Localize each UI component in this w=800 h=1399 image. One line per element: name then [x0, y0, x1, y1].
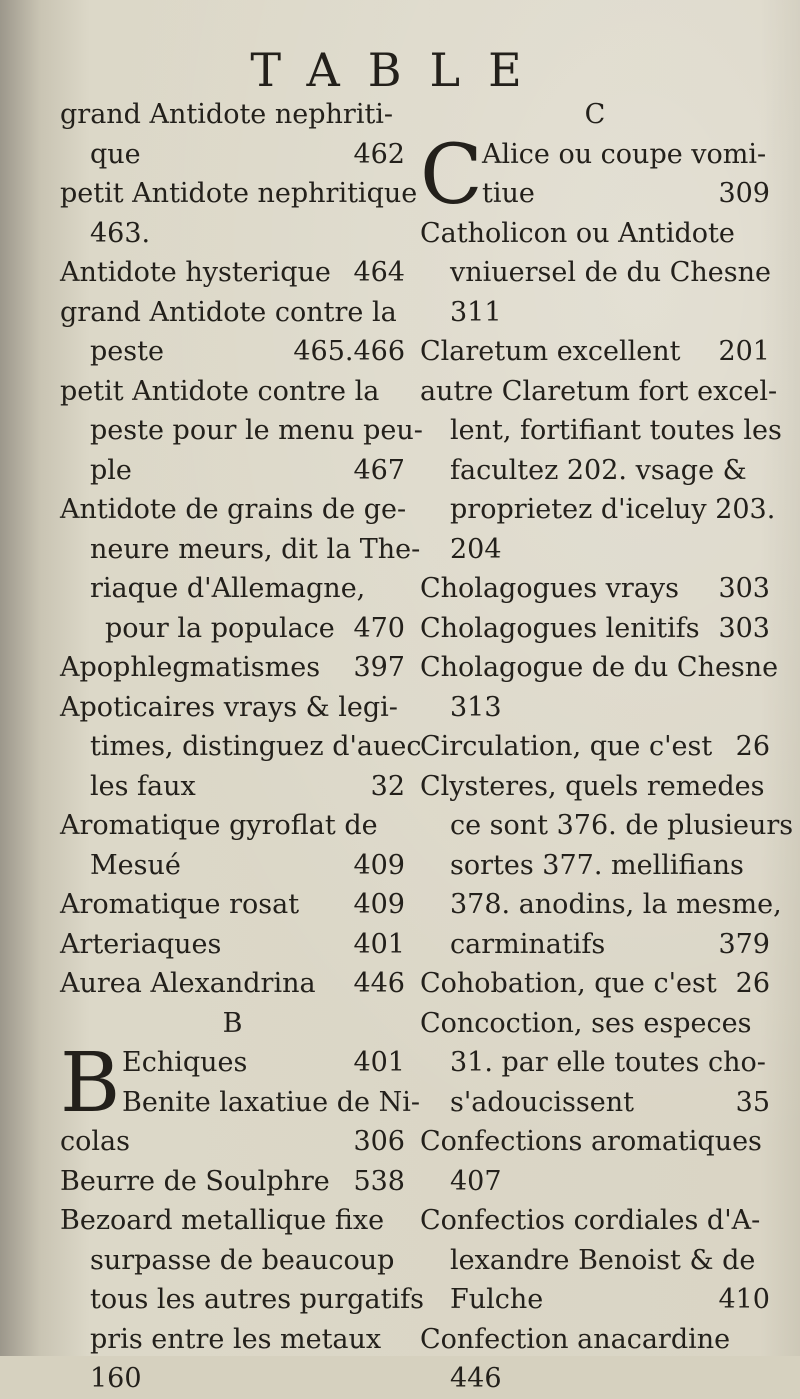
entry-text: Beurre de Soulphre [60, 1165, 330, 1197]
index-entry [60, 1162, 405, 1202]
index-column-left [60, 95, 424, 1399]
index-entry [420, 1083, 770, 1123]
page-number: 409 [353, 889, 405, 920]
index-entry [60, 332, 405, 372]
index-entry [420, 806, 794, 846]
entry-text: Concoction, ses especes [420, 1007, 752, 1039]
index-entry [420, 964, 770, 1004]
index-entry [60, 964, 405, 1004]
index-entry [420, 1320, 770, 1360]
index-entry [420, 293, 770, 333]
entry-text: Cohobation, que c'est [420, 968, 717, 999]
entry-text: Confection anacardine [420, 1323, 731, 1355]
entry-text: tous les autres purgatifs [90, 1284, 424, 1315]
entry-text: carminatifs [450, 928, 606, 960]
index-entry [420, 1122, 770, 1162]
entry-text: Apoticaires vrays & legi- [60, 691, 398, 723]
page-number: 464 [353, 257, 405, 288]
entry-text: 160 [90, 1363, 142, 1394]
entry-text: Circulation, que c'est [420, 731, 713, 762]
page-number: 397 [353, 652, 405, 683]
index-entry [420, 1241, 770, 1281]
entry-text: times, distinguez d'auec [90, 731, 422, 762]
entry-text: Aromatique rosat [60, 889, 300, 920]
page-number: 410 [718, 1284, 770, 1315]
entry-text: colas [60, 1126, 130, 1157]
entry-text: 204 [450, 533, 502, 565]
page-number: 538 [353, 1165, 405, 1197]
index-entry [60, 530, 421, 570]
index-entry [420, 214, 770, 254]
index-entry [60, 885, 405, 925]
entry-text: petit Antidote nephritique [60, 178, 418, 209]
index-entry [60, 411, 423, 451]
index-entry [60, 1320, 405, 1360]
entry-text: Claretum excellent [420, 336, 681, 367]
index-entry [420, 253, 770, 293]
index-entry [420, 925, 770, 965]
entry-text: les faux [90, 770, 196, 802]
entry-text: Benite laxatiue de Ni- [122, 1086, 420, 1118]
page-number: 26 [735, 731, 770, 762]
index-entry [60, 490, 405, 530]
index-entry [60, 1359, 405, 1399]
entry-text: tiue [482, 178, 535, 209]
page-number: 470 [353, 612, 405, 644]
index-entry [420, 1004, 770, 1044]
page-number: 35 [735, 1086, 770, 1118]
entry-text: Confections aromatiques [420, 1126, 762, 1157]
index-entry [420, 1280, 770, 1320]
entry-text: Aromatique gyroflat de [60, 810, 378, 841]
page-number: 303 [718, 612, 770, 644]
page-number: 26 [735, 968, 770, 999]
index-entry [420, 1359, 770, 1399]
index-entry [60, 135, 405, 175]
entry-text: petit Antidote contre la [60, 375, 380, 407]
entry-text: facultez 202. vsage & [450, 454, 747, 486]
drop-capital: C [420, 127, 483, 223]
index-entry [420, 846, 770, 886]
entry-text: 463. [90, 217, 151, 249]
index-entry [60, 1241, 405, 1281]
index-entry [60, 688, 405, 728]
page-number: 379 [718, 928, 770, 960]
index-entry [420, 1162, 770, 1202]
index-entry [60, 293, 405, 333]
index-entry [60, 1201, 405, 1241]
page-number: 465.466 [293, 336, 405, 367]
index-entry [420, 372, 778, 412]
index-column-right [420, 95, 794, 1399]
index-entry [420, 451, 770, 491]
index-entry [420, 767, 770, 807]
index-entry [60, 1280, 424, 1320]
entry-text: Cholagogues lenitifs [420, 612, 700, 644]
index-entry [60, 372, 405, 412]
entry-text: Bezoard metallique fixe [60, 1205, 385, 1236]
page-number: 462 [353, 138, 405, 170]
entry-text: 311 [450, 296, 502, 328]
entry-text: Echiques [122, 1047, 248, 1078]
drop-capital: B [60, 1036, 121, 1131]
page-number: 467 [353, 454, 405, 486]
index-entry [420, 1043, 770, 1083]
entry-text: pour la populace [105, 612, 335, 644]
page-number: 303 [718, 573, 770, 604]
page-number: 32 [370, 770, 405, 802]
index-entry [60, 767, 405, 807]
entry-text: lexandre Benoist & de [450, 1244, 756, 1276]
entry-text: 407 [450, 1165, 502, 1197]
index-entry [60, 174, 418, 214]
entry-text: Apophlegmatismes [60, 652, 321, 683]
entry-text: surpasse de beaucoup [90, 1244, 395, 1276]
entry-text: grand Antidote contre la [60, 296, 397, 328]
index-entry [60, 95, 405, 135]
running-head: TABLE [250, 43, 550, 97]
entry-text: vniuersel de du Chesne [450, 257, 771, 288]
entry-text: neure meurs, dit la The- [90, 533, 421, 565]
entry-text: sortes 377. mellifians [450, 849, 744, 881]
entry-text: 446 [450, 1363, 502, 1394]
entry-text: grand Antidote nephriti- [60, 99, 394, 130]
entry-text: 378. anodins, la mesme, [450, 889, 782, 920]
entry-text: ple [90, 454, 132, 486]
index-entry [60, 727, 422, 767]
index-entry [60, 648, 405, 688]
index-entry [60, 1083, 420, 1123]
entry-text: riaque d'Allemagne, [90, 573, 366, 604]
index-entry [60, 569, 405, 609]
index-entry [60, 846, 405, 886]
entry-text: Antidote de grains de ge- [60, 494, 407, 525]
page-number: 306 [353, 1126, 405, 1157]
entry-text: Aurea Alexandrina [60, 968, 316, 999]
entry-text: lent, fortifiant toutes les [450, 415, 782, 446]
page-number: 446 [353, 968, 405, 999]
index-entry [420, 411, 782, 451]
entry-text: Catholicon ou Antidote [420, 217, 735, 249]
index-entry [60, 451, 405, 491]
entry-text: 313 [450, 691, 502, 723]
page-number: 401 [353, 1047, 405, 1078]
entry-text: ce sont 376. de plusieurs [450, 810, 794, 841]
entry-text: Alice ou coupe vomi- [482, 138, 767, 170]
entry-text: proprietez d'iceluy 203. [450, 494, 776, 525]
index-entry [420, 530, 770, 570]
entry-text: B [222, 1007, 243, 1039]
index-entry [420, 609, 770, 649]
index-entry [420, 569, 770, 609]
entry-text: C [584, 99, 606, 130]
index-entry [60, 1122, 405, 1162]
index-entry [420, 885, 782, 925]
index-entry [420, 332, 770, 372]
entry-text: peste pour le menu peu- [90, 415, 423, 446]
index-entry [60, 214, 405, 254]
entry-text: Mesué [90, 849, 181, 881]
entry-text: que [90, 138, 141, 170]
index-entry [420, 648, 779, 688]
page-number: 401 [353, 928, 405, 960]
page-number: 409 [353, 849, 405, 881]
index-entry [60, 806, 405, 846]
entry-text: Cholagogue de du Chesne [420, 652, 779, 683]
entry-text: Cholagogues vrays [420, 573, 680, 604]
page-number: 201 [718, 336, 770, 367]
index-entry [420, 174, 770, 214]
index-entry [420, 490, 776, 530]
page-number: 309 [718, 178, 770, 209]
index-entry [60, 253, 405, 293]
index-entry [420, 1201, 770, 1241]
index-entry [60, 925, 405, 965]
index-entry [60, 609, 405, 649]
entry-text: pris entre les metaux [90, 1323, 382, 1355]
entry-text: peste [90, 336, 164, 367]
entry-text: s'adoucissent [450, 1086, 634, 1118]
entry-text: Clysteres, quels remedes [420, 770, 765, 802]
entry-text: Arteriaques [60, 928, 222, 960]
entry-text: Confectios cordiales d'A- [420, 1205, 761, 1236]
entry-text: Antidote hysterique [60, 257, 331, 288]
index-entry [420, 727, 770, 767]
index-entry [420, 688, 770, 728]
entry-text: autre Claretum fort excel- [420, 375, 778, 407]
entry-text: 31. par elle toutes cho- [450, 1047, 766, 1078]
entry-text: Fulche [450, 1284, 544, 1315]
